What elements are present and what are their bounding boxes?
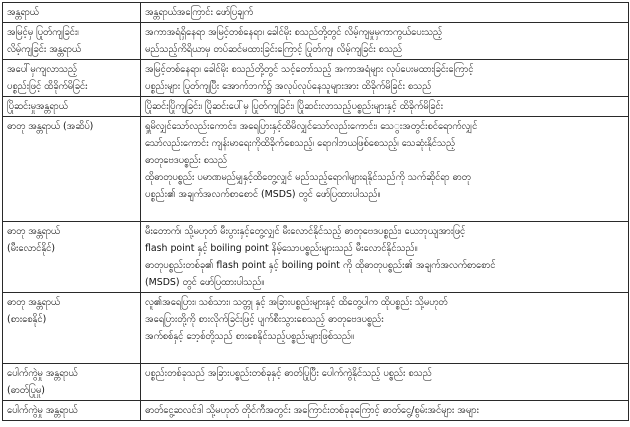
hazard-description-text: ဓာတ်ငွေ့ဆလင်ဒါ သို့မဟုတ် တိုင်ကီအတွင်း အကြောင်းတစ်ခုခုကြောင့် ဓာတ်ငွေ့/စွမ်းအင်များ အများ (145, 405, 479, 416)
hazard-description-text: အကာအရံရှိနေရာ အမြင့်တစ်နေရာ၊ ခေါင်မိုး စသည်တို့တွင် လိမ့်ကျမှုမှကာကွယ်ပေးသည့် (145, 27, 443, 38)
table-row (3, 60, 629, 97)
hazard-type-text: ပြိုဆင်းမှုအန္တရာယ် (7, 101, 68, 112)
header-description-text: အန္တရာယ်အကြောင်း ဖော်ပြချက် (145, 7, 253, 18)
hazard-description-cell (141, 23, 629, 60)
hazard-description-text: အက်စစ်နှင့် ဘေ့စ်တို့သည် စားစေနိုင်သည့်ပစ္စည်းများဖြစ်သည်။ (145, 331, 354, 342)
hazard-type-text: ပစ္စည်းဖြင့် ထိခိုက်မိခြင်း (7, 81, 88, 92)
hazard-description-cell (141, 364, 629, 401)
hazard-type-cell (3, 293, 141, 364)
hazard-description-cell (141, 60, 629, 97)
hazard-type-cell (3, 117, 141, 222)
table-row (3, 97, 629, 117)
hazard-type-cell (3, 364, 141, 401)
hazard-description-text: ထိုဓာတုပစ္စည်း ပမာဏမည်မျှနှင့်ထိတွေ့လျှင် မည်သည့်ရောဂါများရနိုင်သည်ကို သက်ဆိုင်ရာ ဓာတု (145, 172, 471, 183)
hazard-description-cell (141, 293, 629, 364)
hazard-type-text: လိမ့်ကျခြင်း အန္တရာယ် (7, 44, 82, 55)
header-cell-description (141, 3, 629, 23)
hazard-table (2, 2, 629, 421)
hazard-description-text: ပစ္စည်းတစ်ခုသည် အခြားပစ္စည်းတစ်ခုနှင့် ဓာတ်ပြုပြီး ပေါက်ကွဲနိုင်သည့် ပစ္စည်း စသည် (145, 368, 432, 379)
hazard-description-text: မည်သည့်ကိရိယာမှ တပ်ဆင်မထားခြင်းကြောင့် ပြုတ်ကျ၊ လိမ့်ကျခြင်း စသည် (145, 44, 403, 55)
hazard-description-text: ပြိုဆင်းပြိုကျခြင်း၊ ပြိုဆင်းပေါ်မှ ပြုတ်ကျခြင်း၊ ပြိုဆင်းလာသည့်ပစ္စည်းများနှင့် ထိခိုက်မိခြင်း (145, 101, 444, 112)
hazard-type-cell (3, 23, 141, 60)
hazard-description-cell (141, 117, 629, 222)
hazard-type-cell (3, 222, 141, 293)
table-row (3, 364, 629, 401)
hazard-description-text: အရေပြားတို့ကို စားလိုက်ခြင်းဖြင့် ပျက်စီးသွားစေသည့် ဓာတုဗေဒပစ္စည်း (145, 314, 384, 325)
table-header-row (3, 3, 629, 23)
hazard-description-text: ရှူမိလျှင်သော်လည်းကောင်း၊ အရေပြားနှင့်ထိမိလျှင်သော်လည်းကောင်း၊ သေွးအတွင်းစင်ရောက်လျှင် (145, 121, 478, 132)
hazard-description-cell (141, 222, 629, 293)
hazard-description-cell (141, 401, 629, 421)
hazard-description-text: ပစ္စည်း၏ အချက်အလက်စာစောင် (MSDS) တွင် ဖော်ပြထားပါသည်။ (145, 189, 381, 200)
table-row (3, 117, 629, 222)
hazard-description-text: လူ၏အရေပြား၊ သစ်သား၊ သတ္တု နှင့် အခြားပစ္စည်းများနှင့် ထိတွေ့ပါက ထိုပစ္စည်း သို့မဟုတ် (145, 297, 448, 308)
hazard-type-cell (3, 60, 141, 97)
table-row (3, 293, 629, 364)
table-row (3, 401, 629, 421)
hazard-description-text: မီးတောက်၊ သို့မဟုတ် မီးပွားနှင့်တွေ့လျှင် မီးလောင်နိုင်သည့် ဓာတုဗေဒပစ္စည်း၊ ယေဘုယျအားဖြင့် (145, 226, 466, 237)
hazard-type-text: ပေါက်ကွဲမှု အန္တရာယ် (7, 405, 78, 416)
hazard-type-cell (3, 401, 141, 421)
hazard-type-cell (3, 97, 141, 117)
hazard-description-text: ပစ္စည်းများ ပြုတ်ကျပြီး အောက်ဘက်၌ အလုပ်လုပ်နေသူများအား ထိခိုက်မိခြင်း စသည် (145, 81, 432, 92)
header-hazard-text: အန္တရာယ် (7, 7, 39, 18)
hazard-description-text: ဓာတုဗေဒပစ္စည်း စသည် (145, 155, 228, 166)
hazard-description-text: ဓာတုပစ္စည်းတစ်ခု၏ flash point နှင့် boiling point ကို ထိုဓာတုပစ္စည်း၏ အချက်အလက်စာစောင် (145, 260, 496, 271)
header-cell-hazard (3, 3, 141, 23)
hazard-description-text: (MSDS) တွင် ဖော်ပြထားပါသည်။ (145, 277, 265, 288)
hazard-type-text: ဓာတု အန္တရာယ် (7, 297, 61, 308)
hazard-description-text: flash point နှင့် boiling point နိမ့်သောပစ္စည်းများသည် မီးလောင်နိုင်သည်။ (145, 243, 418, 254)
hazard-description-cell (141, 97, 629, 117)
hazard-description-text: သော်လည်းကောင်း ကျန်းမာရေးကိုထိခိုက်စေသည့်၊ ရောဂါဘယဖြစ်စေသည့်၊ သေဆုံးနိုင်သည့် (145, 138, 456, 149)
hazard-type-text: အမြင့်မှ ပြုတ်ကျခြင်း၊ (7, 27, 79, 38)
table-row (3, 222, 629, 293)
hazard-type-text: ဓာတု အန္တရာယ် (အဆိပ်) (7, 121, 94, 132)
hazard-type-text: (မီးလောင်နိုင်) (7, 243, 56, 254)
hazard-type-text: (ဓာတ်ပြုမှု) (7, 385, 45, 396)
hazard-type-text: (စားစေနိုင်) (7, 314, 47, 325)
table-row (3, 23, 629, 60)
hazard-description-text: အမြင့်တစ်နေရာ၊ ခေါင်မိုး စသည်တို့တွင် သင့်တော်သည့် အကာအရံများ လုပ်ပေးမထားခြင်းကြောင့် (145, 64, 474, 75)
hazard-type-text: အပေါ်မှကျလာသည့် (7, 64, 78, 75)
hazard-type-text: ပေါက်ကွဲမှု အန္တရာယ် (7, 368, 78, 379)
hazard-type-text: ဓာတု အန္တရာယ် (7, 226, 61, 237)
